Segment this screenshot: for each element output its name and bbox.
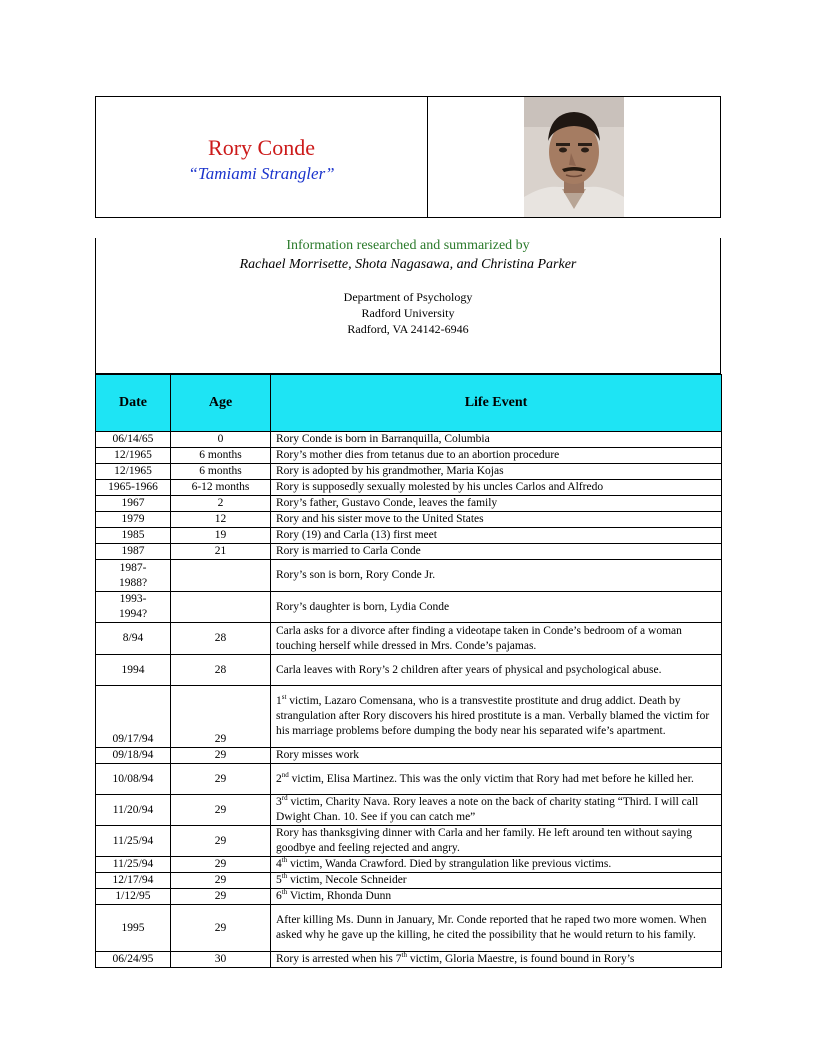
cell-date: 10/08/94 [96,764,171,795]
research-info [95,238,721,374]
cell-age: 29 [171,686,271,748]
cell-event [271,544,722,560]
table-row [96,512,722,528]
cell-date: 8/94 [96,623,171,655]
cell-age: 0 [171,432,271,448]
cell-age: 21 [171,544,271,560]
subject-photo [524,97,624,217]
cell-age: 29 [171,826,271,857]
cell-date: 06/14/65 [96,432,171,448]
ordinal-suffix: th [281,888,288,897]
column-header-date: Date [96,375,171,432]
cell-date: 1987 [96,544,171,560]
table-row [96,464,722,480]
event-text: Rory’s mother dies from tetanus due to an abortion procedure [276,449,560,461]
department-block [96,289,720,337]
cell-date: 1987- 1988? [96,560,171,592]
table-row [96,623,722,655]
event-text: victim, Charity Nava. Rory leaves a note on the back of charity stating “Third. I will call Dwight Chan. 10. See if you can catch me” [276,796,699,823]
cell-event [271,560,722,592]
cell-date: 1994 [96,655,171,686]
table-row [96,905,722,952]
cell-date: 09/17/94 [96,686,171,748]
title-header [95,96,721,218]
victim-ordinal: 6 [276,890,282,902]
cell-date: 1993- 1994? [96,592,171,623]
cell-age: 6-12 months [171,480,271,496]
event-text: victim, Gloria Maestre, is found bound in Rory’s [406,953,635,965]
ordinal-suffix: th [281,872,288,881]
cell-event [271,889,722,905]
cell-age: 6 months [171,448,271,464]
ordinal-suffix: rd [281,794,288,803]
table-row [96,528,722,544]
cell-age [171,592,271,623]
cell-event [271,686,722,748]
cell-date: 12/17/94 [96,873,171,889]
authors-line: Rachael Morrisette, Shota Nagasawa, and Christina Parker [239,257,577,272]
table-row [96,873,722,889]
event-text: Rory is supposedly sexually molested by his uncles Carlos and Alfredo [276,481,604,493]
cell-age: 12 [171,512,271,528]
table-header-row [96,375,722,432]
table-row [96,795,722,826]
cell-event [271,623,722,655]
event-text: After killing Ms. Dunn in January, Mr. Conde reported that he raped two more women. When asked why he gave up the killing, he cited the possibility that he would return to his family. [276,914,707,941]
event-text: Rory and his sister move to the United States [276,513,484,525]
cell-age: 28 [171,655,271,686]
life-events-table [95,374,722,968]
cell-age: 29 [171,873,271,889]
table-row [96,480,722,496]
table-row [96,686,722,748]
cell-age: 30 [171,952,271,968]
cell-event [271,480,722,496]
victim-ordinal: 4 [276,858,282,870]
researched-by-line: Information researched and summarized by [286,238,530,253]
cell-age: 6 months [171,464,271,480]
ordinal-suffix: th [281,856,288,865]
event-text: Rory’s daughter is born, Lydia Conde [276,600,450,613]
cell-date: 11/20/94 [96,795,171,826]
cell-event [271,592,722,623]
table-row [96,432,722,448]
cell-date: 1985 [96,528,171,544]
cell-date: 06/24/95 [96,952,171,968]
event-text: victim, Lazaro Comensana, who is a transvestite prostitute and drug addict. Death by strangulation after Rory discovers his hired prostitute is a man. Verbally blamed the victim for his marriage problems before dumping the body near his separated wife’s apartment. [276,695,710,737]
event-text: Rory misses work [276,749,360,761]
cell-event [271,528,722,544]
table-row [96,826,722,857]
cell-date: 11/25/94 [96,826,171,857]
event-text: Carla leaves with Rory’s 2 children after years of physical and psychological abuse. [276,663,662,676]
cell-event [271,826,722,857]
event-text: Rory’s son is born, Rory Conde Jr. [276,569,436,581]
cell-age: 29 [171,857,271,873]
subject-name: Rory Conde [208,135,315,160]
cell-event [271,512,722,528]
cell-age: 28 [171,623,271,655]
event-text: Rory is adopted by his grandmother, Maria Kojas [276,465,504,477]
event-text: Rory has thanksgiving dinner with Carla and her family. He left around ten without saying goodbye and feeling rejected and angry. [276,827,693,854]
table-row [96,889,722,905]
cell-date: 1965-1966 [96,480,171,496]
cell-event [271,873,722,889]
title-cell [96,97,428,217]
event-text: Victim, Rhonda Dunn [287,890,392,902]
cell-age: 29 [171,748,271,764]
address-line: Radford, VA 24142-6946 [347,322,469,336]
cell-date: 12/1965 [96,448,171,464]
cell-date: 11/25/94 [96,857,171,873]
table-row [96,592,722,623]
subject-alias: “Tamiami Strangler” [188,164,335,183]
cell-date: 12/1965 [96,464,171,480]
university-name: Radford University [361,306,455,320]
cell-event [271,448,722,464]
event-text: Rory (19) and Carla (13) first meet [276,529,437,541]
event-text: Rory’s father, Gustavo Conde, leaves the family [276,497,498,509]
event-text: victim, Necole Schneider [287,874,407,886]
cell-date: 1/12/95 [96,889,171,905]
cell-age: 29 [171,795,271,826]
cell-event [271,952,722,968]
cell-event [271,795,722,826]
cell-event [271,748,722,764]
cell-event [271,764,722,795]
cell-date: 1995 [96,905,171,952]
table-row [96,764,722,795]
cell-age: 29 [171,889,271,905]
cell-age: 2 [171,496,271,512]
department-name: Department of Psychology [343,290,473,304]
cell-event [271,655,722,686]
table-row [96,560,722,592]
table-row [96,857,722,873]
cell-age: 29 [171,905,271,952]
photo-cell [428,97,720,217]
victim-ordinal: 5 [276,874,282,886]
ordinal-suffix: th [401,951,407,960]
victim-ordinal: 2 [276,772,282,785]
cell-event [271,432,722,448]
document-frame [95,96,721,968]
cell-age [171,560,271,592]
cell-event [271,464,722,480]
event-text-lead: Rory is arrested when his 7 [276,953,402,965]
table-row [96,496,722,512]
cell-age: 29 [171,764,271,795]
table-row [96,952,722,968]
column-header-age: Age [171,375,271,432]
table-row [96,448,722,464]
table-row [96,748,722,764]
event-text: Carla asks for a divorce after finding a videotape taken in Conde’s bedroom of a woman touching herself while dressed in Mrs. Conde’s pajamas. [276,624,682,652]
cell-date: 09/18/94 [96,748,171,764]
victim-ordinal: 3 [276,796,282,808]
table-row [96,544,722,560]
table-row [96,655,722,686]
cell-event [271,905,722,952]
event-text: victim, Wanda Crawford. Died by strangulation like previous victims. [287,858,612,870]
victim-ordinal: 1 [276,695,282,707]
event-text: victim, Elisa Martinez. This was the only victim that Rory had met before he killed her. [288,772,694,785]
cell-event [271,857,722,873]
cell-event [271,496,722,512]
cell-date: 1967 [96,496,171,512]
event-text: Rory Conde is born in Barranquilla, Columbia [276,433,490,445]
ordinal-suffix: st [281,693,287,702]
event-text: Rory is married to Carla Conde [276,545,421,557]
column-header-event: Life Event [271,375,722,432]
ordinal-suffix: nd [281,770,289,779]
cell-age: 19 [171,528,271,544]
cell-date: 1979 [96,512,171,528]
